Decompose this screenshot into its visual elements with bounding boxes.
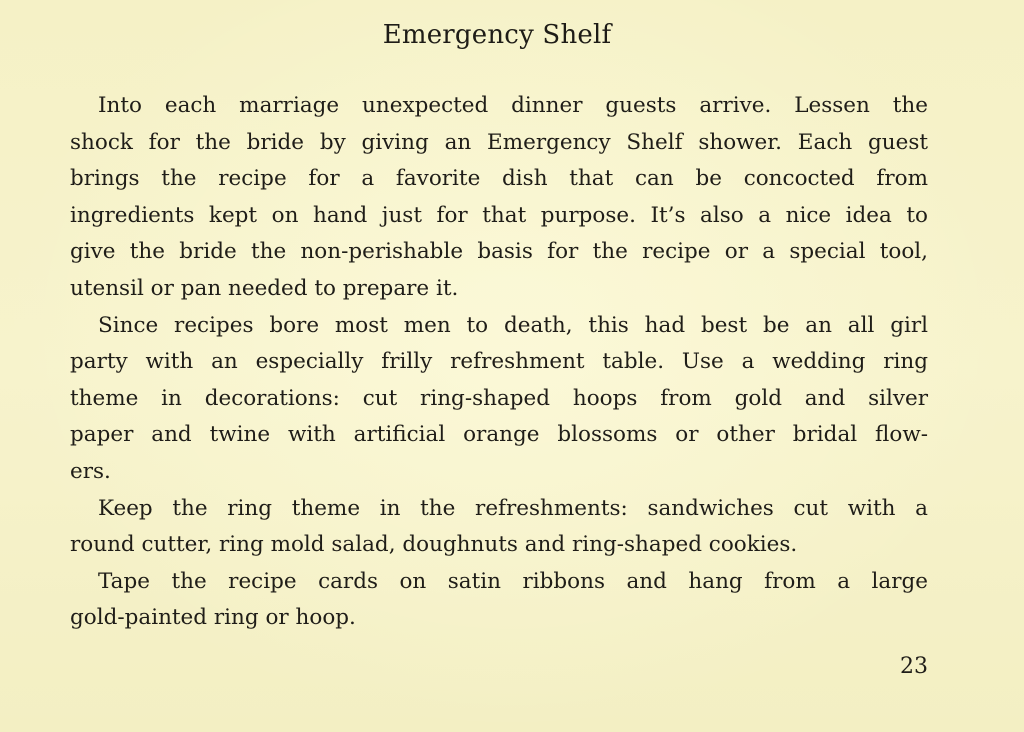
page-number: 23 <box>900 654 928 679</box>
text-line: gold-painted ring or hoop. <box>70 605 356 631</box>
page-title: Emergency Shelf <box>382 20 612 50</box>
text-line: ers. <box>70 458 111 484</box>
text-line: ingredients kept on hand just for that purpose. It’s also a nice idea to <box>70 202 928 228</box>
text-line: Since recipes bore most men to death, this had best be an all girl <box>98 312 928 338</box>
text-line: Keep the ring theme in the refreshments: sandwiches cut with a <box>98 495 928 521</box>
paragraph-2 <box>70 308 928 491</box>
text-line: paper and twine with artificial orange blossoms or other bridal flow- <box>70 422 928 448</box>
text-line: party with an especially frilly refreshment table. Use a wedding ring <box>70 349 928 375</box>
text-line: brings the recipe for a favorite dish that can be concocted from <box>70 166 928 192</box>
paragraph-1 <box>70 88 928 308</box>
paragraph-4 <box>70 564 928 637</box>
text-line: theme in decorations: cut ring-shaped hoops from gold and silver <box>70 385 928 411</box>
text-line: Into each marriage unexpected dinner guests arrive. Lessen the <box>98 93 928 118</box>
text-line: utensil or pan needed to prepare it. <box>70 275 459 301</box>
text-line: shock for the bride by giving an Emergency Shelf shower. Each guest <box>70 129 928 155</box>
text-line: round cutter, ring mold salad, doughnuts and ring-shaped cookies. <box>70 532 798 558</box>
text-line: give the bride the non-perishable basis for the recipe or a special tool, <box>70 239 928 265</box>
body-text <box>70 88 928 637</box>
paragraph-3 <box>70 491 928 564</box>
text-line: Tape the recipe cards on satin ribbons and hang from a large <box>98 568 928 594</box>
